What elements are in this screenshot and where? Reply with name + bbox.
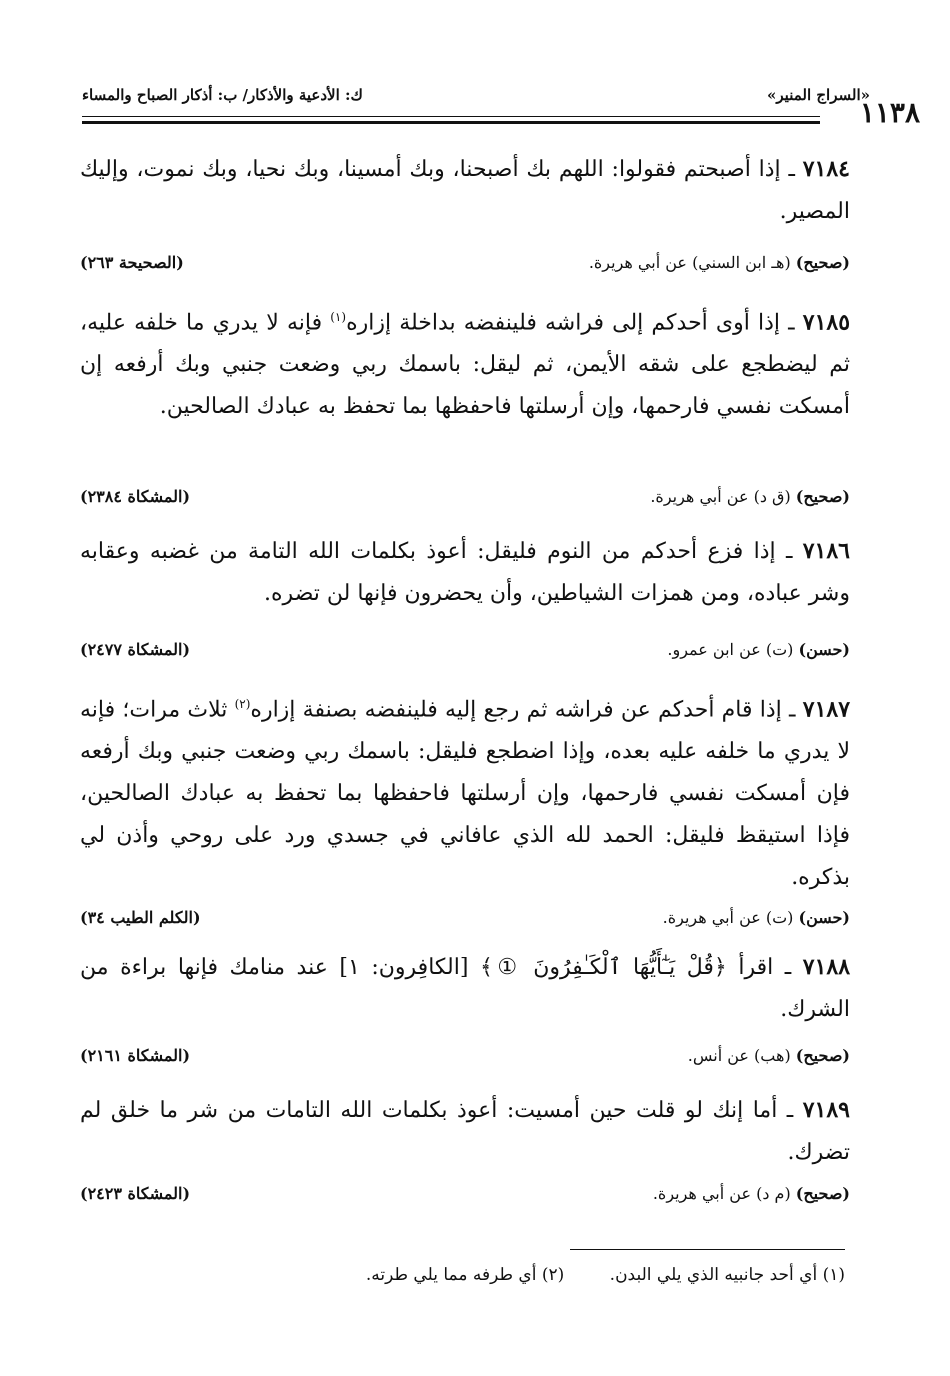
- hadith-body: اقرأ ﴿قُلْ يَـٰٓأَيُّهَا ٱلْكَـٰفِرُونَ ①﴾ [الكافِرون: ١] عند منامك فإنها براءة من الشرك.: [80, 955, 850, 1022]
- hadith-number: ٧١٨٥: [802, 309, 851, 336]
- page-number: ١١٣٨: [859, 96, 920, 129]
- source-line-7185: [80, 487, 850, 517]
- reference: (المشكاة ٢١٦١): [80, 1046, 191, 1065]
- hadith-body-b: فإنه لا يدري ما خلفه عليه، ثم ليضطجع على شقه الأيمن، ثم ليقل: باسمك ربي وضعت جنبي وبك أرفعه إن أمسكت نفسي فارحمها، وإن أرسلتها فاحفظها بما تحفظ به عبادك الصالحين.: [80, 310, 850, 420]
- sources: (ت) عن ابن عمرو.: [667, 640, 794, 659]
- hadith-body-b: ثلاث مرات؛ فإنه لا يدري ما خلفه عليه بعده، وإذا اضطجع فليقل: باسمك ربي وضعت جنبي وبك أرفعه فإن أمسكت نفسي فارحمها، وإن أرسلتها فاحفظها بما تحفظ به عبادك الصالحين، فإذا استيقظ فليقل: الحمد لله الذي عافاني في جسدي ورد على روحي وأذن لي بذكره.: [80, 697, 850, 891]
- footnotes: [105, 1265, 845, 1285]
- sources: (ق د) عن أبي هريرة.: [650, 487, 791, 506]
- hadith-entry-7184: [80, 148, 850, 233]
- hadith-entry-7187: [80, 683, 850, 899]
- footnote-2: (٢) أي طرفه مما يلي طرته.: [365, 1265, 565, 1285]
- grade: (صحيح): [795, 1184, 850, 1203]
- running-header: [82, 86, 870, 112]
- footnote-marker: (١): [330, 310, 347, 324]
- hadith-entry-7188: [80, 946, 850, 1031]
- hadith-body-a: إذا قام أحدكم عن فراشه ثم رجع إليه فلينفضه بصنفة إزاره: [250, 697, 782, 723]
- hadith-number: ٧١٨٧: [802, 696, 851, 723]
- sources: (ت) عن أبي هريرة.: [662, 908, 794, 927]
- reference: (المشكاة ٢٤٢٣): [80, 1184, 191, 1203]
- hadith-body: إذا فزع أحدكم من النوم فليقل: أعوذ بكلمات الله التامة من غضبه وعقابه وشر عباده، ومن همزات الشياطين، وأن يحضرون فإنها لن تضره.: [80, 539, 850, 606]
- source-line-7186: [80, 640, 850, 670]
- source-line-7184: [80, 253, 850, 283]
- grade: (صحيح): [795, 487, 850, 506]
- reference: (الصحيحة ٢٦٣): [80, 253, 184, 272]
- section-title: ك: الأدعية والأذكار/ ب: أذكار الصباح والمساء: [82, 86, 363, 104]
- header-rule-thin: [82, 116, 820, 117]
- hadith-entry-7189: [80, 1089, 850, 1174]
- hadith-number: ٧١٨٤: [802, 156, 850, 182]
- grade-and-source: [653, 1184, 850, 1203]
- hadith-number: ٧١٨٩: [802, 1097, 850, 1123]
- hadith-body: إذا أصبحتم فقولوا: اللهم بك أصبحنا، وبك أمسينا، وبك نحيا، وبك نموت، وإليك المصير.: [80, 157, 850, 224]
- hadith-text: ٧١٨٦ ـ إذا فزع أحدكم من النوم فليقل: أعوذ بكلمات الله التامة من غضبه وعقابه وشر عباده، ومن همزات الشياطين، وأن يحضرون فإنها لن تضره.: [80, 538, 850, 606]
- reference: (المشكاة ٢٣٨٤): [80, 487, 191, 506]
- header-rule-thick: [82, 121, 820, 124]
- grade: (حسن): [798, 640, 850, 659]
- reference: (المشكاة ٢٤٧٧): [80, 640, 191, 659]
- hadith-body-a: إذا أوى أحدكم إلى فراشه فلينفضه بداخلة إزاره: [346, 310, 781, 336]
- hadith-text: ٧١٨٤ ـ إذا أصبحتم فقولوا: اللهم بك أصبحنا، وبك أمسينا، وبك نحيا، وبك نموت، وإليك المصير.: [80, 156, 850, 224]
- grade-and-source: [667, 640, 850, 659]
- hadith-text: ٧١٨٧ ـ إذا قام أحدكم عن فراشه ثم رجع إليه فلينفضه بصنفة إزاره$^{(٢)}$ ثلاث مرات؛ فإنه لا يدري ما خلفه عليه بعده، وإذا اضطجع فليقل: باسمك ربي وضعت جنبي وبك أرفعه فإن أمسكت نفسي فارحمها، وإن أرسلتها فاحفظها بما تحفظ به عبادك الصالحين، فإذا استيقظ فليقل: الحمد لله الذي عافاني في جسدي ورد على روحي وأذن لي بذكره.: [80, 696, 851, 891]
- grade-and-source: [589, 253, 850, 272]
- reference: (الكلم الطيب ٣٤): [80, 908, 201, 927]
- hadith-text: ٧١٨٩ ـ أما إنك لو قلت حين أمسيت: أعوذ بكلمات الله التامات من شر ما خلق لم تضرك.: [80, 1097, 850, 1165]
- source-line-7189: [80, 1184, 850, 1214]
- hadith-body: أما إنك لو قلت حين أمسيت: أعوذ بكلمات الله التامات من شر ما خلق لم تضرك.: [80, 1098, 850, 1165]
- grade-and-source: [688, 1046, 850, 1065]
- hadith-text: ٧١٨٥ ـ إذا أوى أحدكم إلى فراشه فلينفضه بداخلة إزاره$^{(١)}$ فإنه لا يدري ما خلفه عليه، ثم ليضطجع على شقه الأيمن، ثم ليقل: باسمك ربي وضعت جنبي وبك أرفعه إن أمسكت نفسي فارحمها، وإن أرسلتها فاحفظها بما تحفظ به عبادك الصالحين.: [80, 309, 851, 420]
- sources: (هب) عن أنس.: [687, 1046, 791, 1065]
- hadith-text: ٧١٨٨ ـ اقرأ ﴿قُلْ يَـٰٓأَيُّهَا ٱلْكَـٰفِرُونَ ①﴾ [الكافِرون: ١] عند منامك فإنها براءة من الشرك.: [80, 954, 851, 1022]
- footnote-separator: [570, 1249, 845, 1250]
- grade-and-source: [663, 908, 850, 927]
- grade: (صحيح): [795, 1046, 850, 1065]
- book-title: «السراج المنير»: [767, 86, 870, 104]
- source-line-7188: [80, 1046, 850, 1076]
- source-line-7187: [80, 908, 850, 938]
- sources: (هـ ابن السني) عن أبي هريرة.: [588, 253, 791, 272]
- hadith-entry-7185: [80, 296, 850, 428]
- hadith-entry-7186: [80, 530, 850, 615]
- hadith-number: ٧١٨٨: [802, 954, 851, 980]
- hadith-number: ٧١٨٦: [802, 538, 850, 564]
- grade: (حسن): [798, 908, 850, 927]
- sources: (م د) عن أبي هريرة.: [652, 1184, 791, 1203]
- grade-and-source: [650, 487, 850, 506]
- footnote-marker: (٢): [234, 697, 251, 711]
- grade: (صحيح): [795, 253, 850, 272]
- footnote-1: (١) أي أحد جانبيه الذي يلي البدن.: [609, 1265, 845, 1285]
